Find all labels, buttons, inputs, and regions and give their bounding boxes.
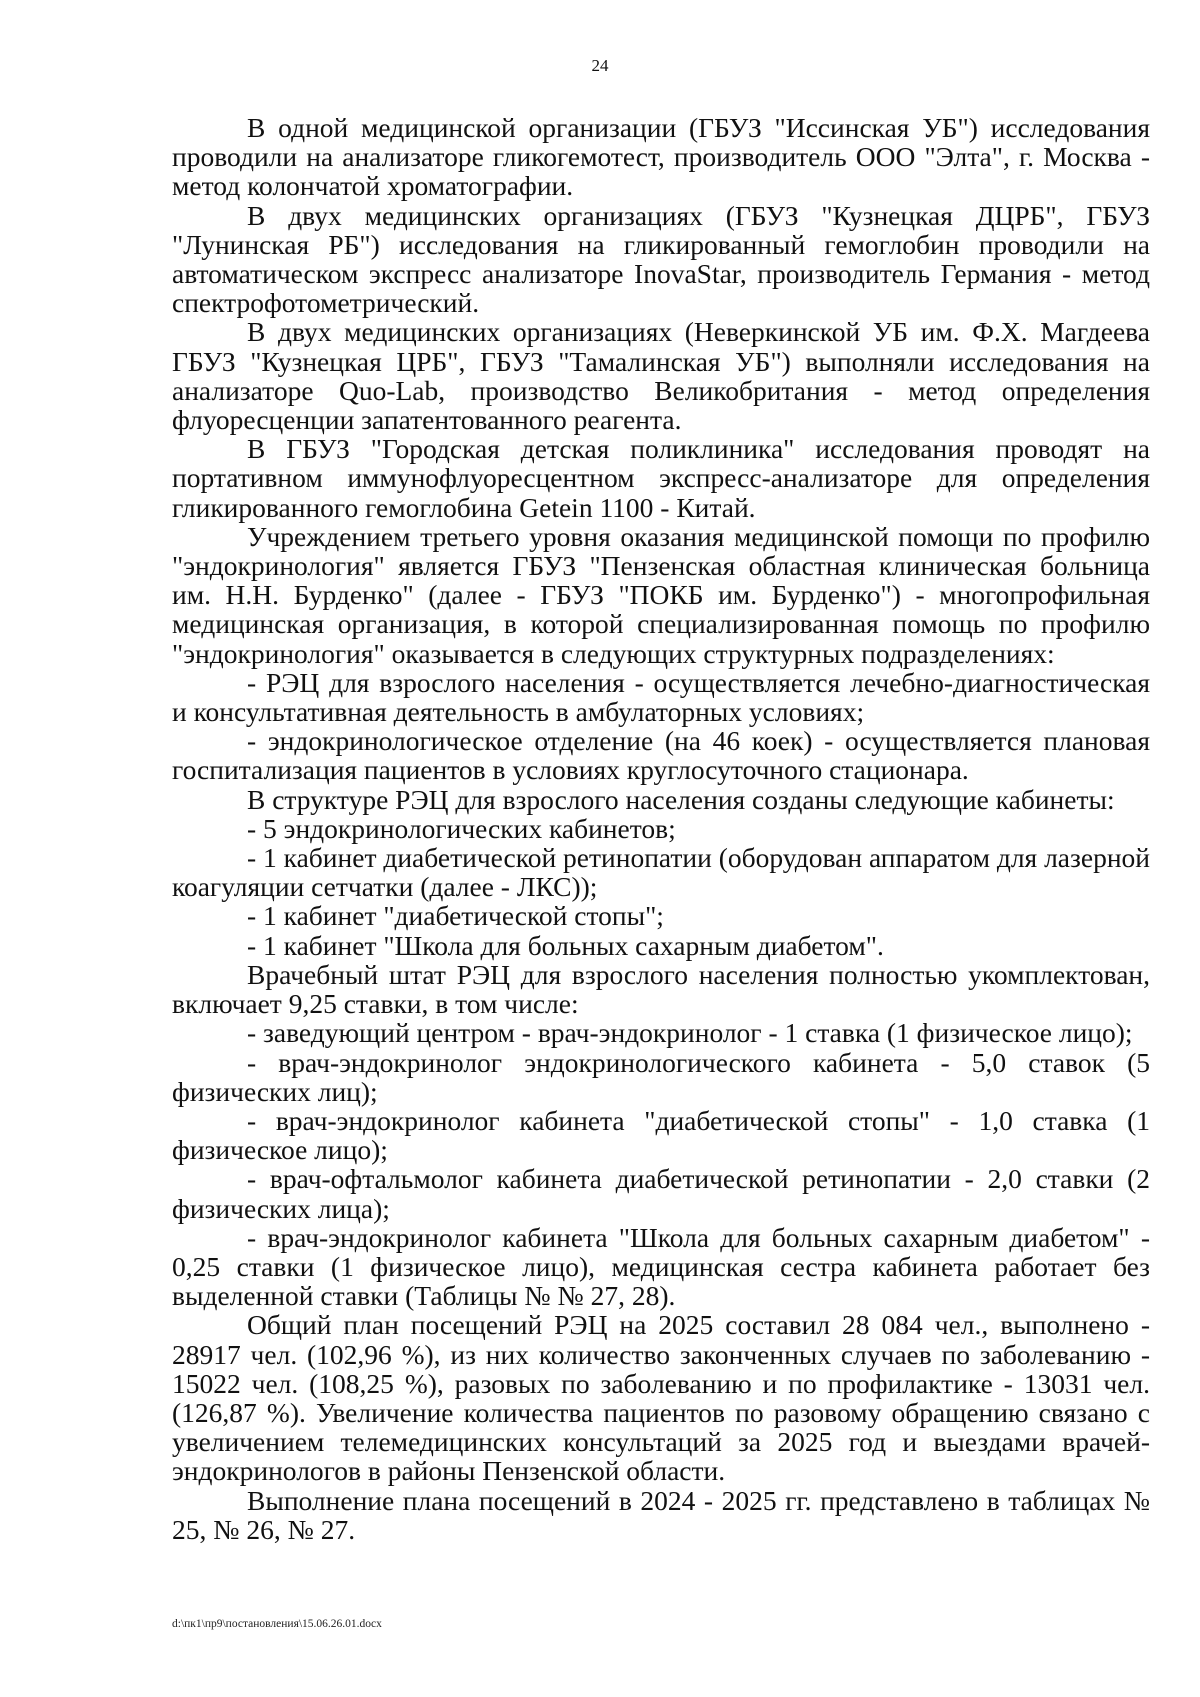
list-item-head: - заведующий центром - врач-эндокринолог - 1 ставка (1 физическое лицо);	[247, 1017, 1133, 1049]
list-item-retinopathy-cabinet: - 1 кабинет диабетической ретинопатии (оборудован аппаратом для лазерной коагуляции сетчатки (далее - ЛКС));	[172, 842, 1151, 903]
list-item-rec: - РЭЦ для взрослого населения - осуществляется лечебно-диагностическая и консультативная деятельность в амбулаторных условиях;	[172, 666, 1150, 728]
paragraph-inovastar: В двух медицинских организациях (ГБУЗ "Кузнецкая ДЦРБ", ГБУЗ "Лунинская РБ") исследования на гликированный гемоглобин проводили на автоматическом экспресс анализаторе InovaStar, производитель Германия - метод спектрофотометрический.	[172, 199, 1150, 319]
list-item-ophthalmologist: - врач-офтальмолог кабинета диабетической ретинопатии - 2,0 ставки (2 физических лица);	[172, 1163, 1150, 1224]
list-item-endocrinologist: - врач-эндокринолог эндокринологического кабинета - 5,0 ставок (5 физических лиц);	[172, 1046, 1150, 1107]
paragraph-third-level: Учреждением третьего уровня оказания медицинской помощи по профилю "эндокринология" является ГБУЗ "Пензенская областная клиническая больница им. Н.Н. Бурденко" (далее - ГБУЗ "ПОКБ им. Бурденко") - многопрофильная медицинская организация, в которой специализированная помощь по профилю "эндокринология" оказывается в следующих структурных подразделениях:	[172, 520, 1150, 669]
paragraph-visit-plan: Общий план посещений РЭЦ на 2025 составил 28 084 чел., выполнено - 28917 чел. (102,96 %), из них количество законченных случаев по заболеванию - 15022 чел. (108,25 %), разовых по заболеванию и по профилактике - 13031 чел. (126,87 %). Увеличение количества пациентов по разовому обращению связано с увеличением телемедицинских консультаций за 2025 год и выездами врачей-эндокринологов в районы Пензенской области.	[172, 1309, 1150, 1487]
paragraph-staff: Врачебный штат РЭЦ для взрослого населения полностью укомплектован, включает 9,25 ставки, в том числе:	[172, 958, 1150, 1020]
document-body	[172, 113, 1150, 1544]
list-item-diabetes-school: - 1 кабинет "Школа для больных сахарным диабетом".	[247, 929, 884, 961]
list-item-endocrine-department: - эндокринологическое отделение (на 46 коек) - осуществляется плановая госпитализация пациентов в условиях круглосуточного стационара.	[172, 725, 1150, 786]
paragraph-getein: В ГБУЗ "Городская детская поликлиника" исследования проводят на портативном иммунофлуоресцентном экспресс-анализаторе для определения гликированного гемоглобина Getein 1100 - Китай.	[172, 433, 1150, 523]
list-item-school-endocrinologist: - врач-эндокринолог кабинета "Школа для больных сахарным диабетом" - 0,25 ставки (1 физическое лицо), медицинская сестра кабинета работает без выделенной ставки (Таблицы № № 27, 28).	[172, 1221, 1150, 1312]
page-number: 24	[591, 56, 609, 75]
list-item-foot-endocrinologist: - врач-эндокринолог кабинета "диабетической стопы" - 1,0 ставка (1 физическое лицо);	[172, 1104, 1150, 1166]
paragraph-issinskaya: В одной медицинской организации (ГБУЗ "Иссинская УБ") исследования проводили на анализаторе гликогемотест, производитель ООО "Элта", г. Москва - метод колончатой хроматографии.	[172, 112, 1150, 202]
list-item-endocrine-cabinets: - 5 эндокринологических кабинетов;	[247, 812, 676, 844]
paragraph-quo-lab: В двух медицинских организациях (Неверкинской УБ им. Ф.Х. Магдеева ГБУЗ "Кузнецкая ЦРБ", ГБУЗ "Тамалинская УБ") выполняли исследования на анализаторе Quo-Lab, производство Великобритания - метод определения флуоресценции запатентованного реагента.	[172, 316, 1150, 436]
paragraph-rec-structure: В структуре РЭЦ для взрослого населения созданы следующие кабинеты:	[247, 783, 1115, 815]
file-path-footer: d:\пк1\пр9\постановления\15.06.26.01.docx	[172, 1618, 382, 1630]
paragraph-plan-tables: Выполнение плана посещений в 2024 - 2025 гг. представлено в таблицах № 25, № 26, № 27.	[172, 1484, 1150, 1545]
list-item-diabetic-foot-cabinet: - 1 кабинет "диабетической стопы";	[247, 900, 664, 932]
